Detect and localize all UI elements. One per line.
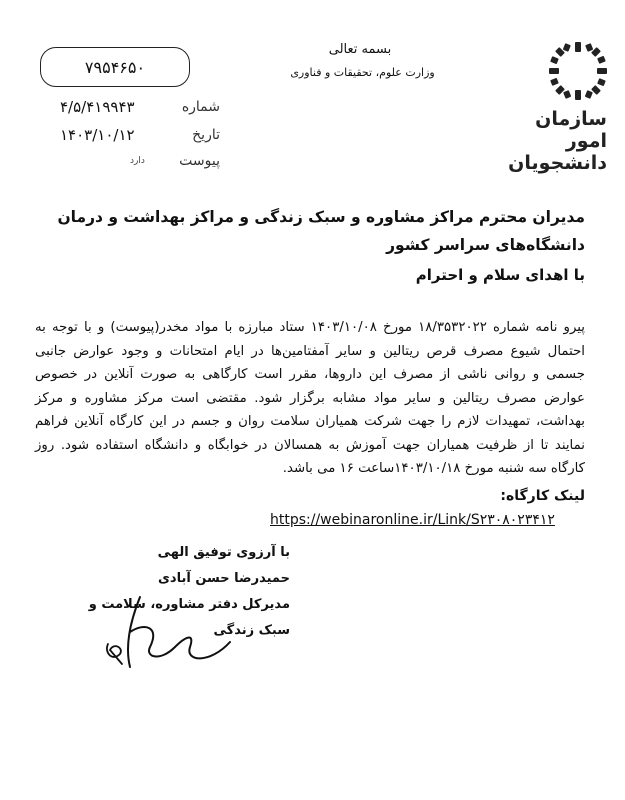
handwritten-signature-icon bbox=[100, 592, 250, 672]
workshop-link-label: لینک کارگاه: bbox=[500, 488, 585, 504]
org-emblem-icon bbox=[547, 40, 609, 102]
letter-recipient: مدیران محترم مراکز مشاوره و سبک زندگی و مراکز بهداشت و درمان دانشگاه‌های سراسر کشور bbox=[57, 208, 585, 254]
letter-greeting: با اهدای سلام و احترام bbox=[415, 266, 585, 284]
org-name bbox=[507, 108, 607, 174]
letter-number-row bbox=[60, 96, 220, 118]
org-name-line1: سازمان امور bbox=[535, 108, 607, 152]
reference-number-box bbox=[40, 47, 190, 87]
letter-attachment-row bbox=[60, 150, 220, 172]
closing-line: با آرزوی توفیق الهی bbox=[157, 545, 290, 560]
ministry-name: وزارت علوم، تحقیقات و فناوری bbox=[290, 66, 435, 79]
bismillah: بسمه تعالی bbox=[328, 42, 392, 57]
org-name-line2: دانشجویان bbox=[508, 152, 607, 174]
signer-title: مدیرکل دفتر مشاوره، سلامت و سبک زندگی bbox=[88, 597, 290, 638]
letter-attachment-label: پیوست bbox=[179, 153, 220, 169]
letter-number-value: ۴/۵/۴۱۹۹۴۳ bbox=[60, 98, 135, 116]
signer-name: حمیدرضا حسن آبادی bbox=[158, 571, 290, 586]
workshop-link[interactable]: https://webinaronline.ir/Link/S۲۳۰۸۰۲۳۴۱۲ bbox=[270, 512, 555, 528]
letter-body: پیرو نامه شماره ۱۸/۳۵۳۲۰۲۲ مورخ ۱۴۰۳/۱۰/۰۸ ستاد مبارزه با مواد مخدر(پیوست) و با توجه به احتمال شیوع مصرف قرص ریتالین و سایر آمفتامین‌ها در ایام امتحانات و وجود عوارض جانبی جسمی و روانی ناشی از مصرف این داروها، مقرر است کارگاهی به صورت آنلاین در خصوص عوارض مصرف ریتالین و سایر مواد مشابه برگزار شود. مقتضی است مرکز مشاوره و مرکز بهداشت، تمهیدات لازم را جهت شرکت همیاران سلامت روان و جسم در این کارگاه آنلاین فراهم نمایند تا از ظرفیت همیاران جهت آموزش به همسالان در خوابگاه و دانشگاه استفاده شود. روز کارگاه سه شنبه مورخ ۱۴۰۳/۱۰/۱۸ساعت ۱۶ می باشد. bbox=[35, 320, 585, 476]
letter-date-value: ۱۴۰۳/۱۰/۱۲ bbox=[60, 126, 135, 144]
letter-date-label: تاریخ bbox=[192, 127, 220, 143]
letter-date-row bbox=[60, 124, 220, 146]
reference-number: ۷۹۵۴۶۵۰ bbox=[84, 57, 146, 77]
letter-number-label: شماره bbox=[181, 99, 220, 115]
letter-attachment-value: دارد bbox=[130, 156, 145, 166]
